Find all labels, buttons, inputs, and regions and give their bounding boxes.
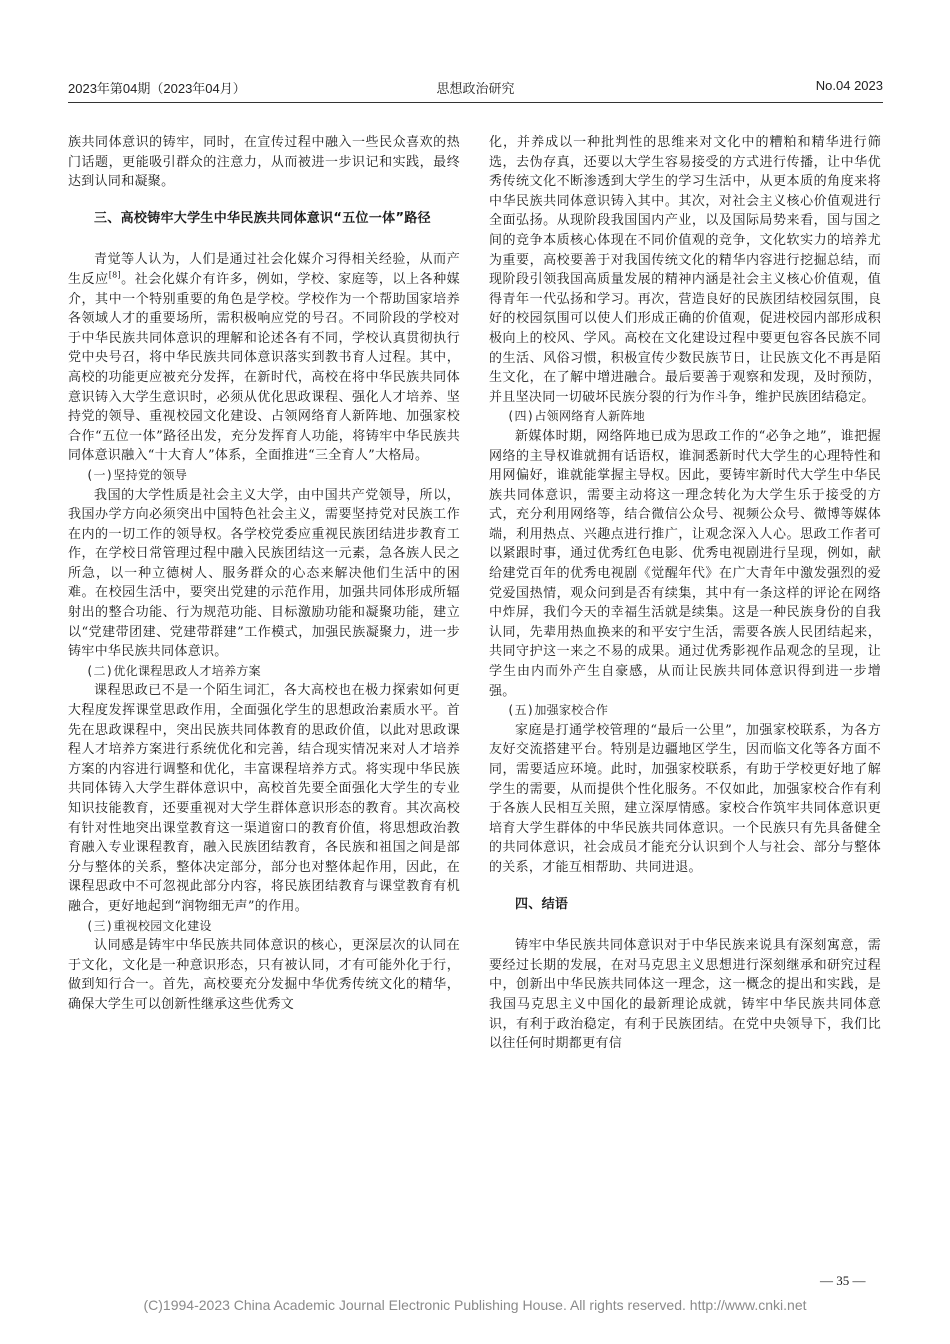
paragraph bbox=[68, 250, 460, 466]
paragraph: 化，并养成以一种批判性的思维来对文化中的糟粕和精华进行筛选，去伪存真，还要以大学生容易接受的方式进行传播，让中华优秀传统文化不断渗透到大学生的学习生活中，从更本质的角度来将中华民族共同体意识铸入其中。其次，对社会主义核心价值观进行全面弘扬。从现阶段我国国内产业，以及国际局势来看，国与国之间的竞争本质核心体现在不同价值观的竞争，文化软实力的培养尤为重要，高校要善于对我国传统文化的精华内容进行挖掘总结，而现阶段引领我国高质量发展的精神内涵是社会主义核心价值观，值得青年一代弘扬和学习。再次，营造良好的民族团结校园氛围，良好的校园氛围可以使人们形成正确的价值观，促进校园内部形成积极向上的校风、学风。高校在文化建设过程中要更包容各民族不同的生活、风俗习惯，积极宣传少数民族节日，让民族文化不再是陌生文化，在了解中增进融合。最后要善于观察和发现，及时预防，并且坚决同一切破坏民族分裂的行为作斗争，维护民族团结稳定。 bbox=[489, 135, 881, 405]
citation-ref[interactable]: [8] bbox=[108, 270, 121, 280]
subheading-2: (二)优化课程思政人才培养方案 bbox=[86, 663, 261, 678]
paragraph: 铸牢中华民族共同体意识对于中华民族来说具有深刻寓意，需要经过长期的发展，在对马克思主义思想进行深刻继承和研究过程中，创新出中华民族共同体这一理念，这一概念的提出和实践，是我国马克思主义中国化的最新理论成就，铸牢中华民族共同体意识，有利于政治稳定，有利于民族团结。在党中央领导下，我们比以往任何时期都更有信 bbox=[489, 938, 881, 1052]
page-number: — 35 — bbox=[820, 1273, 866, 1288]
section-heading-3: 三、高校铸牢大学生中华民族共同体意识“五位一体”路径 bbox=[94, 210, 431, 226]
paragraph: 新媒体时期，网络阵地已成为思政工作的“必争之地”，谁把握网络的主导权谁就拥有话语权，谁洞悉新时代大学生的心理特性和用网偏好，谁就能掌握主导权。因此，要铸牢新时代大学生中华民族共同体意识，需要主动将这一理念转化为大学生乐于接受的方式，充分利用网络等，结合微信公众号、视频公众号、微博等媒体端，利用热点、兴趣点进行推广，让观念深入人心。思政工作者可以紧跟时事，通过优秀红色电影、优秀电视剧进行呈现，例如，献给建党百年的优秀电视剧《觉醒年代》在广大青年中激发强烈的爱党爱国热情，观众问到是否有续集，其中有一条这样的评论在网络中炸屏，我们今天的幸福生活就是续集。这是一种民族身份的自我认同，先辈用热血换来的和平安宁生活，需要各族人民团结起来，共同守护这一来之不易的成果。通过优秀影视作品观念的呈现，让学生由内而外产生自豪感，从而让民族共同体意识得到进一步增强。 bbox=[489, 428, 881, 699]
subheading-1: (一)坚持党的领导 bbox=[86, 467, 188, 482]
paragraph: 我国的大学性质是社会主义大学，由中国共产党领导，所以，我国办学方向必须突出中国特色社会主义，需要坚持党对民族工作在内的一切工作的领导权。各学校党委应重视民族团结进步教育工作，在学校日常管理过程中融入民族团结这一元素，急各族人民之所急，以一种立德树人、服务群众的心态来解决他们生活中的困难。在校园生活中，要突出党建的示范作用，加强共同体形成所辐射出的整合功能、行为规范功能、目标激励功能和凝聚功能，建立以“党建带团建、党建带群建”工作模式，加强民族凝聚力，进一步铸牢中华民族共同体意识。 bbox=[68, 487, 460, 660]
paragraph-text: 青觉等人认为，人们是通过社会化媒介习得相关经验，从而产生反应 bbox=[68, 252, 460, 287]
paragraph: 族共同体意识的铸牢，同时，在宣传过程中融入一些民众喜欢的热门话题，更能吸引群众的注意力，从而被进一步识记和实践，最终达到认同和凝聚。 bbox=[68, 135, 460, 190]
section-heading-4: 四、结语 bbox=[515, 896, 569, 912]
subheading-4: (四)占领网络育人新阵地 bbox=[507, 409, 646, 424]
paragraph-text: 。社会化媒介有许多，例如，学校、家庭等，以上各种媒介，其中一个特别重要的角色是学校。学校作为一个帮助国家培养各领域人才的重要场所，需积极响应党的号召。不同阶段的学校对于中华民族共同体意识的理解和论述各有不同，学校认真贯彻执行党中央号召，将中华民族共同体意识落实到教书育人过程。其中，高校的功能更应被充分发挥，在新时代，高校在将中华民族共同体意识铸入大学生意识时，必须从优化思政课程、强化人才培养、坚持党的领导、重视校园文化建设、占领网络育人新阵地、加强家校合作“五位一体”路径出发，充分发挥育人功能，将铸牢中华民族共同体意识融入“十大育人”体系，全面推进“三全育人”大格局。 bbox=[68, 271, 460, 464]
right-column bbox=[489, 133, 881, 1054]
subheading-5: (五)加强家校合作 bbox=[507, 703, 609, 718]
paragraph: 课程思政已不是一个陌生词汇，各大高校也在极力探索如何更大程度发挥课堂思政作用，全面强化学生的思想政治素质水平。首先在思政课程中，突出民族共同体教育的思政价值，以此对思政课程人才培养方案进行系统优化和完善，结合现实情况来对人才培养方案的内容进行调整和优化，丰富课程培养方式。将实现中华民族共同体铸入大学生群体意识中，高校首先要全面强化大学生的专业知识技能教育，还要重视对大学生群体意识形态的教育。其次高校有针对性地突出课堂教育这一渠道窗口的教育价值，将思想政治教育融入专业课程教育，融入民族团结教育，各民族和祖国之间是部分与整体的关系，整体决定部分，部分也对整体起作用，因此，在课程思政中不可忽视此部分内容，将民族团结教育与课堂教育有机融合，更好地起到“润物细无声”的作用。 bbox=[68, 683, 460, 914]
issue-number: No.04 2023 bbox=[815, 78, 883, 93]
paragraph: 认同感是铸牢中华民族共同体意识的核心，更深层次的认同在于文化，文化是一种意识形态，只有被认同，才有可能外化于行，做到知行合一。首先，高校要充分发掘中华优秀传统文化的精华，确保大学生可以创新性继承这些优秀文 bbox=[68, 938, 460, 1012]
running-header bbox=[68, 72, 883, 103]
journal-title: 思想政治研究 bbox=[436, 81, 515, 96]
journal-issue: 2023年第04期（2023年04月） bbox=[68, 81, 246, 96]
subheading-3: (三)重视校园文化建设 bbox=[86, 918, 212, 933]
copyright-footer: (C)1994-2023 China Academic Journal Electronic Publishing House. All rights reserved. http://www.cnki.net bbox=[143, 1297, 807, 1313]
left-column bbox=[68, 133, 460, 1015]
paragraph: 家庭是打通学校管理的“最后一公里”，加强家校联系，为各方友好交流搭建平台。特别是边疆地区学生，因而临文化等各方面不同，需要适应环境。此时，加强家校联系，有助于学校更好地了解学生的需要，从而提供个性化服务。不仅如此，加强家校合作有利于各族人民相互关照，建立深厚情感。家校合作筑牢共同体意识更培育大学生群体的中华民族共同体意识。一个民族只有先具备健全的共同体意识，社会成员才能充分认识到个人与社会、部分与整体的关系，才能互相帮助、共同进退。 bbox=[489, 722, 881, 875]
